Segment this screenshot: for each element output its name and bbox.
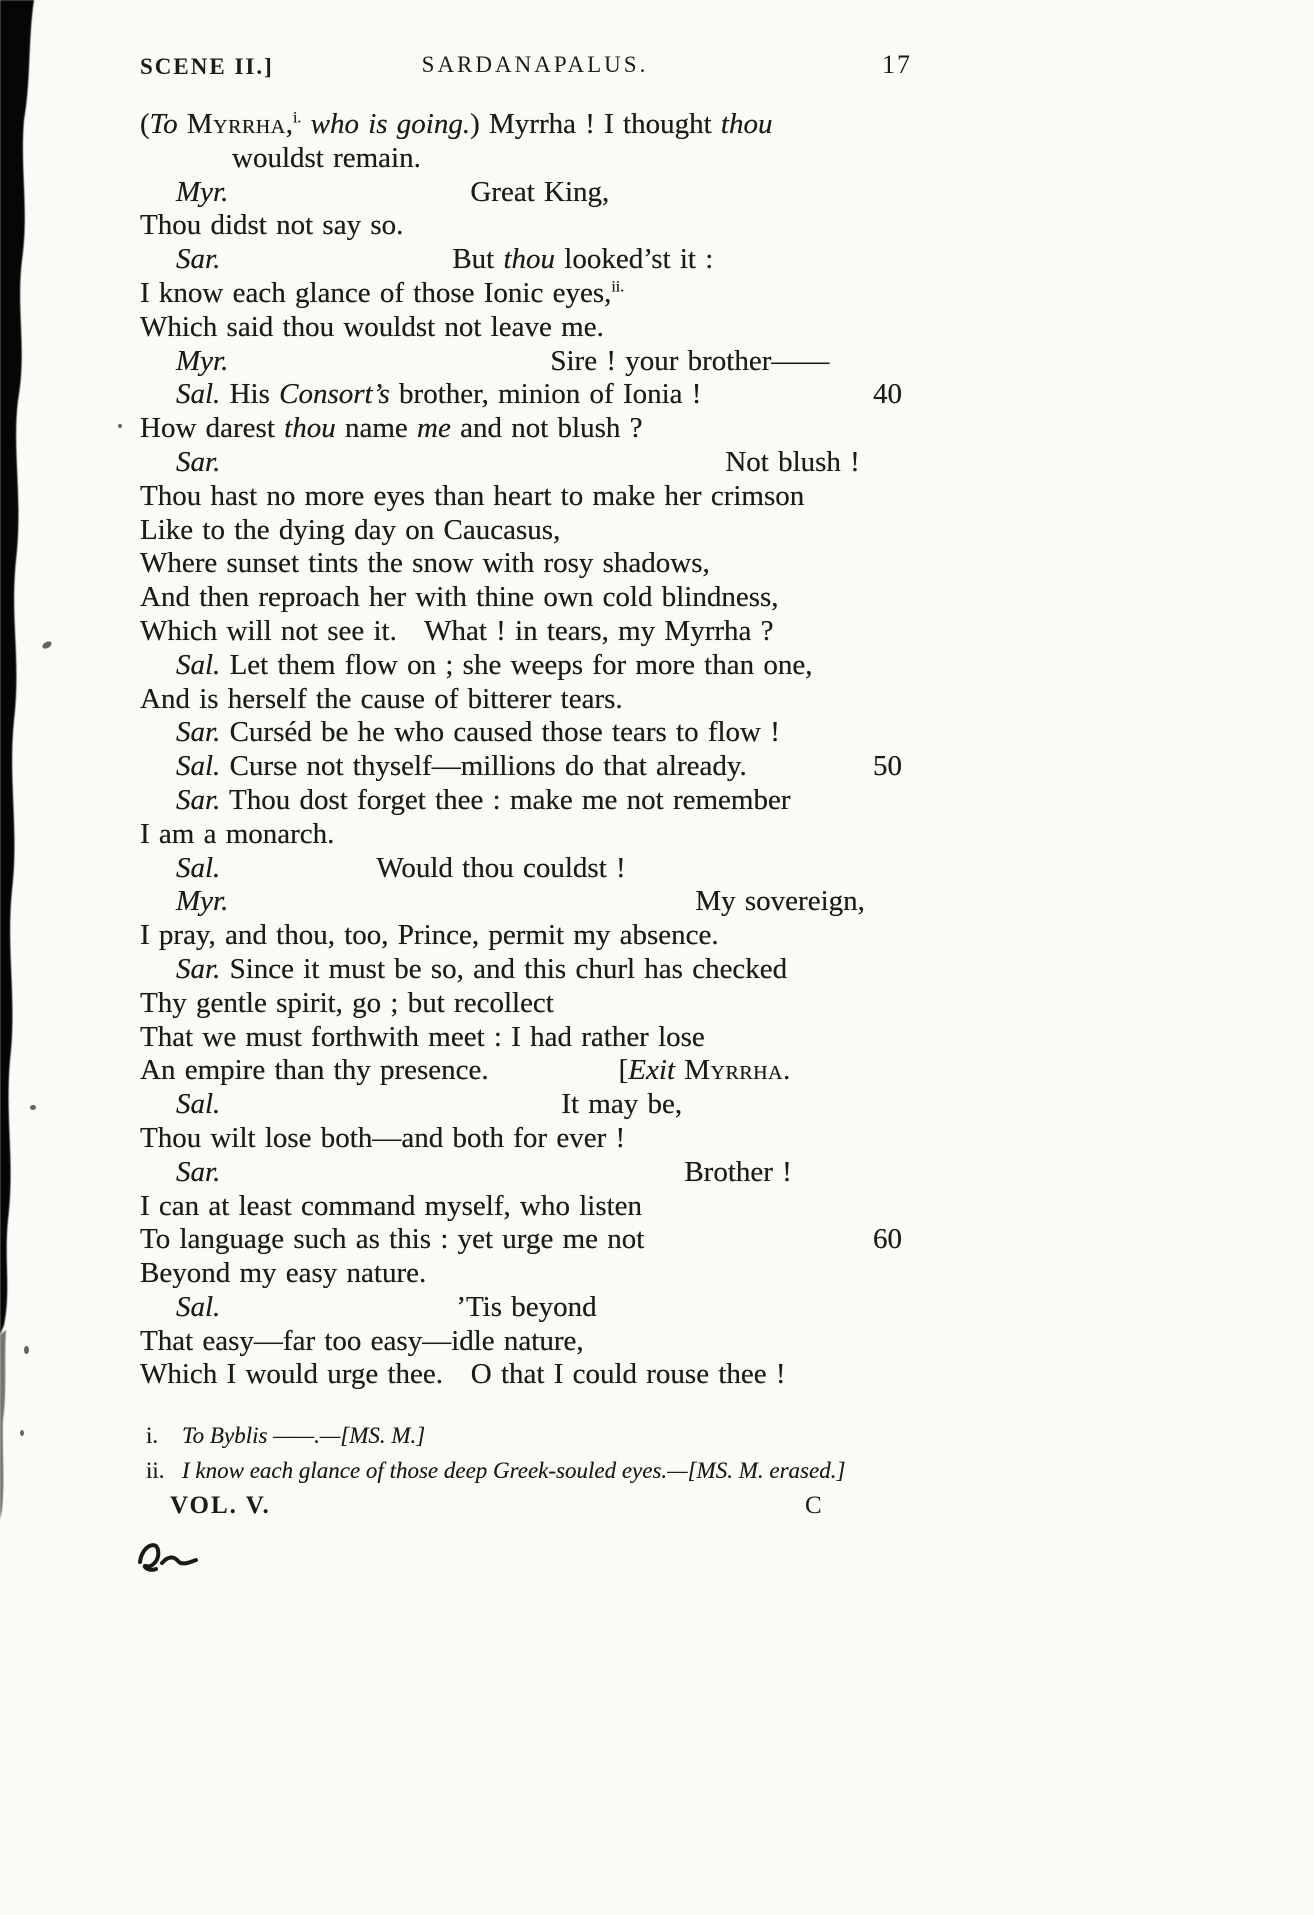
text-segment: Myr. [176,344,229,377]
text-segment: thou [503,243,556,276]
verse-line [140,885,930,919]
text-segment: Myrrha [186,108,286,140]
text-segment: To language such as this : yet urge me not [140,1223,645,1256]
verse-line [140,615,930,649]
verse-line [140,716,930,750]
verse-line [140,1054,930,1088]
verse-line [140,311,930,345]
text-segment: Let them flow on ; she weeps for more than one, [220,648,813,681]
scan-speck [24,1346,29,1354]
text-segment: Sal. [176,1088,221,1121]
verse-line [140,1291,930,1325]
text-segment: Thou didst not say so. [140,209,404,242]
verse-line [140,345,930,379]
footnote [140,1453,930,1488]
line-number: 50 [873,750,902,783]
text-segment: Great King, [470,175,610,208]
text-segment: looked’st it : [555,243,714,276]
verse-line [140,1257,930,1291]
text-segment: Myrrha [684,1054,784,1087]
verse-gap [220,1112,561,1113]
verse-gap [228,369,550,370]
footnote [140,1418,930,1453]
page-footer [140,1492,930,1532]
verse-line [140,1088,930,1122]
text-segment: Sar. [176,1155,221,1188]
verse-line [140,1122,930,1156]
text-segment: ’Tis beyond [456,1290,597,1323]
scan-speck [30,1105,36,1110]
verse-line [140,750,930,784]
verse-line [140,176,930,210]
handwritten-mark [132,1536,202,1580]
text-segment: and not blush ? [450,412,643,445]
verse-line [140,514,930,548]
text-segment: Sal. [176,378,221,411]
text-segment: Thy gentle spirit, go ; but recollect [140,986,554,1019]
verse-line [140,480,930,514]
text-segment: Sal. [176,648,221,681]
verse-line [140,1156,930,1190]
text-segment: ii. [611,278,625,296]
verse-line [140,108,930,142]
volume-label: VOL. V. [170,1492,271,1520]
running-title: SARDANAPALUS. [421,52,649,77]
text-segment: Sar. [176,716,221,749]
verse-lines [140,108,930,1392]
text-segment: How darest [140,412,285,445]
verse-line [140,243,930,277]
verse-line [140,1190,930,1224]
verse-line [140,277,930,311]
text-segment: Brother ! [684,1155,792,1188]
text-segment: Sar. [176,952,221,985]
text-segment: ) Myrrha ! I thought [470,108,721,140]
verse-gap [220,267,452,268]
verse-line [140,142,930,176]
text-segment: [ [618,1054,629,1087]
text-segment: It may be, [561,1088,683,1121]
verse-line [140,581,930,615]
verse-line [140,919,930,953]
text-segment: To [149,108,187,140]
text-segment: , [285,108,293,140]
text-segment: Thou wilt lose both—and both for ever ! [140,1121,626,1154]
line-number: 40 [873,378,902,411]
text-segment: Myr. [176,175,229,208]
text-column [140,48,930,1532]
text-segment: Thou hast no more eyes than heart to make her crimson [140,479,805,512]
text-segment [301,108,310,140]
signature-mark: C [805,1492,823,1520]
verse-gap [489,1078,619,1079]
text-segment: Curséd be he who caused those tears to flow ! [220,716,780,749]
text-segment: Which said thou wouldst not leave me. [140,310,604,343]
text-segment: Which will not see it. What ! in tears, my Myrrha ? [140,614,774,647]
text-segment: Would thou couldst ! [376,851,626,884]
text-segment: thou [720,108,773,140]
text-segment: name [335,412,418,445]
page-header [140,48,930,90]
verse-line [140,649,930,683]
line-number: 60 [873,1223,902,1256]
text-segment: Since it must be so, and this churl has checked [220,952,788,985]
text-segment: Consort’s [279,378,390,411]
footnote-text: To Byblis ——.—[MS. M.] [182,1423,426,1449]
scan-speck [118,424,122,428]
verse-line [140,209,930,243]
text-segment: And then reproach her with thine own cold blindness, [140,581,779,614]
text-segment: . [783,1054,791,1087]
text-segment: Sal. [176,851,221,884]
verse-gap [220,876,376,877]
text-segment: me [417,412,451,445]
verse-line [140,818,930,852]
text-segment: Sal. [176,750,221,783]
scan-binding-shadow [0,0,70,1915]
text-segment: Where sunset tints the snow with rosy shadows, [140,547,710,580]
verse-line [140,784,930,818]
text-segment: brother, minion of Ionia ! [389,378,702,411]
text-segment: An empire than thy presence. [140,1054,489,1087]
verse-line [140,987,930,1021]
text-segment: Exit [628,1054,675,1087]
text-segment: And is herself the cause of bitterer tears. [140,682,623,715]
verse-line [140,446,930,480]
verse-gap [220,1315,456,1316]
text-segment: thou [284,412,336,445]
verse-line [140,1325,930,1359]
text-segment: That easy—far too easy—idle nature, [140,1324,584,1357]
verse-gap [220,1180,684,1181]
text-segment: Beyond my easy nature. [140,1257,427,1290]
text-segment: Sal. [176,1290,221,1323]
verse-line [140,1358,930,1392]
verse-gap [228,200,470,201]
verse-gap [228,909,695,910]
text-segment: I know each glance of those Ionic eyes, [140,276,612,309]
text-segment: His [220,378,280,411]
text-segment [675,1054,684,1086]
text-segment: That we must forthwith meet : I had rather lose [140,1020,705,1053]
page-number: 17 [882,50,912,79]
text-segment: I can at least command myself, who listen [140,1189,643,1222]
verse-line [140,412,930,446]
text-segment: Like to the dying day on Caucasus, [140,513,561,546]
text-segment: Sar. [176,783,221,816]
footnote-marker: i. [146,1423,159,1449]
verse-line [140,1021,930,1055]
scene-label: SCENE II.] [140,54,274,79]
text-segment: I am a monarch. [140,817,335,850]
text-segment: Curse not thyself—millions do that already. [220,750,747,783]
text-segment: My sovereign, [695,885,865,918]
footnotes [140,1418,930,1488]
text-segment: ( [140,108,150,140]
text-segment: Sar. [176,243,221,276]
verse-line [140,953,930,987]
text-segment: Which I would urge thee. O that I could rouse thee ! [140,1358,786,1391]
text-segment: i. [292,109,302,127]
verse-line [140,378,930,412]
text-segment: I pray, and thou, too, Prince, permit my absence. [140,919,719,952]
scan-speck [20,1430,24,1436]
text-segment: Sire ! your brother—— [550,344,830,377]
verse-gap [220,470,725,471]
text-segment: who is going. [310,108,471,140]
verse-line [140,852,930,886]
verse-line [140,547,930,581]
text-segment: Sar. [176,445,221,478]
footnote-marker: ii. [146,1458,165,1484]
text-segment: But [452,243,504,276]
text-segment: Myr. [176,885,229,918]
verse-line [140,1223,930,1257]
footnote-text: I know each glance of those deep Greek-souled eyes.—[MS. M. erased.] [182,1458,846,1484]
text-segment: wouldst remain. [232,141,421,174]
verse-line [140,683,930,717]
text-segment: Not blush ! [725,445,860,478]
text-segment: Thou dost forget thee : make me not remember [220,783,791,816]
